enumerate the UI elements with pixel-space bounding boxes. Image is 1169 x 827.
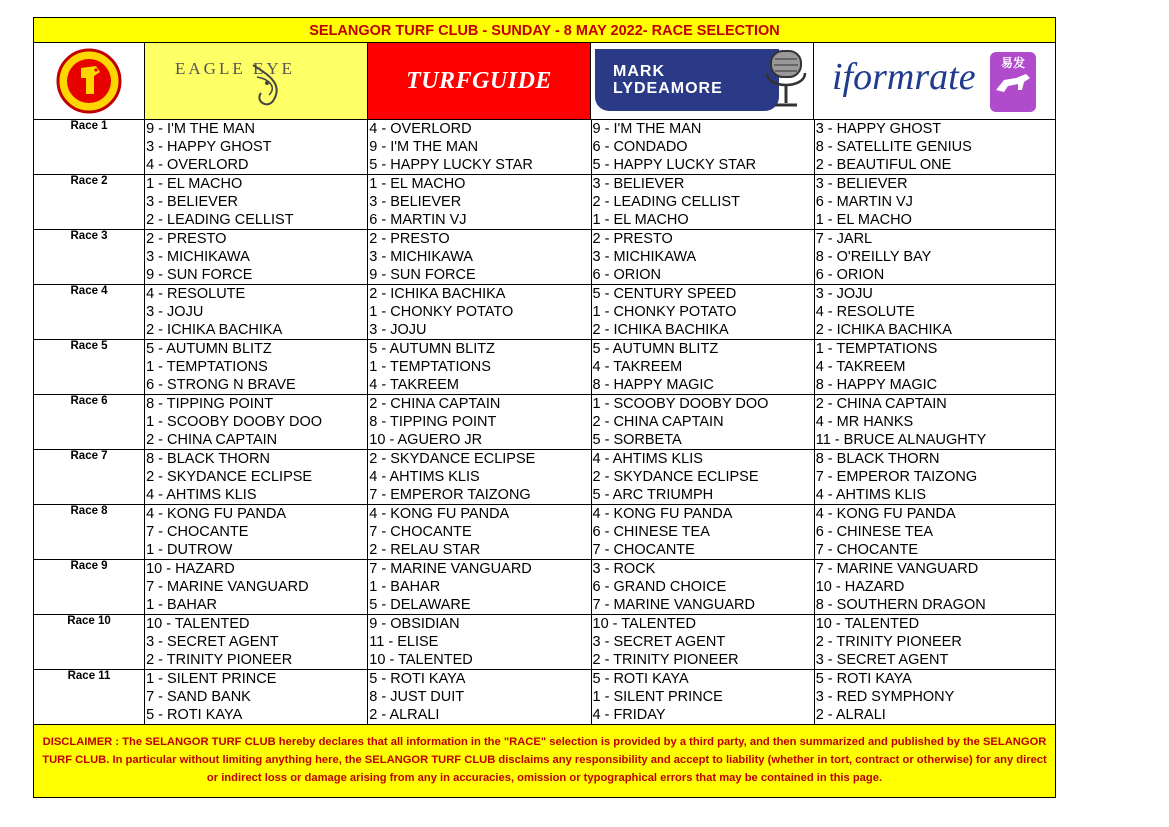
horse-pick: 7 - CHOCANTE bbox=[146, 524, 249, 540]
horse-pick: 4 - AHTIMS KLIS bbox=[369, 469, 480, 485]
tipster-picks-cell bbox=[814, 230, 1055, 285]
horse-pick: 9 - SUN FORCE bbox=[369, 267, 476, 283]
race-row bbox=[34, 285, 1056, 340]
horse-pick: 1 - EL MACHO bbox=[815, 212, 912, 228]
horse-pick: 2 - ICHIKA BACHIKA bbox=[146, 322, 283, 338]
horse-pick: 2 - SKYDANCE ECLIPSE bbox=[592, 469, 759, 485]
tipster-picks-cell bbox=[591, 615, 814, 670]
horse-pick: 3 - MICHIKAWA bbox=[592, 249, 697, 265]
horse-pick: 2 - TRINITY PIONEER bbox=[146, 652, 293, 668]
horse-pick: 9 - OBSIDIAN bbox=[369, 616, 460, 632]
horse-pick: 5 - AUTUMN BLITZ bbox=[146, 341, 272, 357]
mark-lydeamore-logo-text bbox=[613, 63, 723, 97]
race-label: Race 5 bbox=[34, 340, 145, 395]
horse-pick: 9 - I'M THE MAN bbox=[369, 139, 479, 155]
race-row bbox=[34, 450, 1056, 505]
horse-pick: 1 - TEMPTATIONS bbox=[146, 359, 268, 375]
horse-pick: 3 - SECRET AGENT bbox=[146, 634, 279, 650]
horse-pick: 7 - CHOCANTE bbox=[815, 542, 919, 558]
horse-pick: 11 - BRUCE ALNAUGHTY bbox=[815, 432, 987, 448]
horse-pick: 9 - I'M THE MAN bbox=[146, 121, 255, 137]
tipster-picks-cell bbox=[591, 230, 814, 285]
tipster-picks-cell bbox=[591, 340, 814, 395]
horse-pick: 2 - TRINITY PIONEER bbox=[592, 652, 739, 668]
tipster-logo-row bbox=[33, 43, 1056, 120]
horse-pick: 1 - EL MACHO bbox=[146, 176, 243, 192]
horse-pick: 8 - TIPPING POINT bbox=[146, 396, 274, 412]
horse-pick: 2 - SKYDANCE ECLIPSE bbox=[369, 451, 536, 467]
horse-pick: 6 - MARTIN VJ bbox=[369, 212, 467, 228]
eagle-eye-logo-text: EAGLE EYE bbox=[175, 59, 296, 78]
tipster-picks-cell bbox=[368, 120, 591, 175]
tipster-picks-cell bbox=[814, 120, 1055, 175]
horse-pick: 3 - MICHIKAWA bbox=[369, 249, 473, 265]
horse-pick: 5 - ARC TRIUMPH bbox=[592, 487, 714, 503]
horse-pick: 8 - HAPPY MAGIC bbox=[815, 377, 938, 393]
tipster-picks-cell bbox=[368, 175, 591, 230]
horse-pick: 9 - SUN FORCE bbox=[146, 267, 253, 283]
tipster-picks-cell bbox=[591, 560, 814, 615]
horse-pick: 5 - HAPPY LUCKY STAR bbox=[369, 157, 533, 173]
tipster-picks-cell bbox=[591, 285, 814, 340]
tipster-picks-cell bbox=[368, 340, 591, 395]
horse-pick: 2 - BEAUTIFUL ONE bbox=[815, 157, 952, 173]
horse-pick: 11 - ELISE bbox=[369, 634, 439, 650]
tipster-picks-cell bbox=[814, 615, 1055, 670]
horse-pick: 3 - MICHIKAWA bbox=[146, 249, 250, 265]
horse-pick: 10 - TALENTED bbox=[369, 652, 473, 668]
tipster-picks-cell bbox=[591, 670, 814, 725]
horse-pick: 2 - TRINITY PIONEER bbox=[815, 634, 962, 650]
horse-pick: 10 - TALENTED bbox=[592, 616, 696, 632]
selangor-turf-club-logo-icon bbox=[56, 48, 122, 114]
horse-pick: 3 - JOJU bbox=[369, 322, 427, 338]
tipster-picks-cell bbox=[591, 175, 814, 230]
race-row bbox=[34, 120, 1056, 175]
horse-pick: 2 - LEADING CELLIST bbox=[146, 212, 294, 228]
microphone-icon bbox=[761, 45, 811, 115]
race-row bbox=[34, 560, 1056, 615]
horse-pick: 9 - I'M THE MAN bbox=[592, 121, 702, 137]
horse-pick: 1 - DUTROW bbox=[146, 542, 233, 558]
horse-pick: 7 - MARINE VANGUARD bbox=[815, 561, 979, 577]
horse-pick: 5 - AUTUMN BLITZ bbox=[369, 341, 495, 357]
mark-first-name: MARK bbox=[613, 63, 665, 80]
horse-pick: 1 - SILENT PRINCE bbox=[592, 689, 723, 705]
tipster-picks-cell bbox=[145, 505, 368, 560]
horse-pick: 3 - BELIEVER bbox=[369, 194, 462, 210]
tipster-picks-cell bbox=[368, 395, 591, 450]
horse-pick: 7 - CHOCANTE bbox=[592, 542, 695, 558]
horse-jockey-icon bbox=[990, 68, 1036, 98]
tipster-picks-cell bbox=[591, 120, 814, 175]
disclaimer-text: DISCLAIMER : The SELANGOR TURF CLUB hereby declares that all information in the "RACE" selection is provided by a third party, and then summarized and published by the SELANGOR TURF CLUB. In particular without limiting anything here, the SELANGOR TURF CLUB disclaims any responsibility and accept to liability (whether in tort, contract or otherwise) for any direct or indirect loss or damage arising from any in accuracies, omission or typographical errors that may be contained in this page. bbox=[33, 725, 1056, 798]
horse-pick: 2 - RELAU STAR bbox=[369, 542, 481, 558]
horse-pick: 8 - BLACK THORN bbox=[815, 451, 940, 467]
horse-pick: 4 - OVERLORD bbox=[146, 157, 249, 173]
horse-pick: 3 - HAPPY GHOST bbox=[146, 139, 272, 155]
horse-pick: 1 - CHONKY POTATO bbox=[592, 304, 737, 320]
mark-last-name: LYDEAMORE bbox=[613, 80, 723, 97]
horse-pick: 2 - ALRALI bbox=[369, 707, 440, 723]
horse-pick: 4 - FRIDAY bbox=[592, 707, 666, 723]
horse-pick: 4 - KONG FU PANDA bbox=[592, 506, 733, 522]
horse-pick: 2 - PRESTO bbox=[146, 231, 227, 247]
horse-pick: 4 - TAKREEM bbox=[369, 377, 460, 393]
race-label: Race 2 bbox=[34, 175, 145, 230]
horse-pick: 8 - O'REILLY BAY bbox=[815, 249, 932, 265]
horse-pick: 6 - STRONG N BRAVE bbox=[146, 377, 296, 393]
race-row bbox=[34, 395, 1056, 450]
horse-pick: 3 - BELIEVER bbox=[146, 194, 238, 210]
horse-pick: 4 - KONG FU PANDA bbox=[369, 506, 510, 522]
horse-pick: 6 - ORION bbox=[592, 267, 661, 283]
tipster-picks-cell bbox=[814, 505, 1055, 560]
horse-pick: 3 - HAPPY GHOST bbox=[815, 121, 942, 137]
tipster-picks-cell bbox=[814, 285, 1055, 340]
race-label: Race 4 bbox=[34, 285, 145, 340]
race-label: Race 8 bbox=[34, 505, 145, 560]
mark-lydeamore-logo-cell bbox=[591, 43, 814, 119]
tipster-picks-cell bbox=[814, 395, 1055, 450]
horse-pick: 3 - BELIEVER bbox=[592, 176, 685, 192]
horse-pick: 6 - ORION bbox=[815, 267, 885, 283]
horse-pick: 1 - CHONKY POTATO bbox=[369, 304, 514, 320]
horse-pick: 6 - CHINESE TEA bbox=[592, 524, 710, 540]
horse-pick: 7 - MARINE VANGUARD bbox=[369, 561, 532, 577]
tipster-picks-cell bbox=[368, 230, 591, 285]
horse-pick: 7 - SAND BANK bbox=[146, 689, 251, 705]
horse-pick: 8 - SOUTHERN DRAGON bbox=[815, 597, 986, 613]
horse-pick: 1 - SILENT PRINCE bbox=[146, 671, 277, 687]
race-row bbox=[34, 615, 1056, 670]
horse-pick: 10 - AGUERO JR bbox=[369, 432, 483, 448]
horse-pick: 1 - TEMPTATIONS bbox=[369, 359, 491, 375]
turfguide-logo-cell bbox=[368, 43, 591, 119]
tipster-picks-cell bbox=[368, 670, 591, 725]
horse-pick: 4 - OVERLORD bbox=[369, 121, 472, 137]
horse-pick: 2 - PRESTO bbox=[592, 231, 673, 247]
horse-pick: 10 - HAZARD bbox=[815, 579, 905, 595]
horse-pick: 1 - SCOOBY DOOBY DOO bbox=[592, 396, 769, 412]
tipster-picks-cell bbox=[145, 175, 368, 230]
race-label: Race 6 bbox=[34, 395, 145, 450]
race-row bbox=[34, 230, 1056, 285]
tipster-picks-cell bbox=[814, 560, 1055, 615]
horse-pick: 2 - CHINA CAPTAIN bbox=[815, 396, 947, 412]
race-row bbox=[34, 670, 1056, 725]
horse-pick: 4 - AHTIMS KLIS bbox=[146, 487, 257, 503]
horse-pick: 3 - ROCK bbox=[592, 561, 656, 577]
tipster-picks-cell bbox=[145, 670, 368, 725]
tipster-picks-cell bbox=[368, 560, 591, 615]
tipster-picks-cell bbox=[814, 450, 1055, 505]
horse-pick: 4 - AHTIMS KLIS bbox=[815, 487, 927, 503]
horse-pick: 2 - ICHIKA BACHIKA bbox=[815, 322, 952, 338]
horse-pick: 4 - TAKREEM bbox=[592, 359, 683, 375]
horse-pick: 5 - AUTUMN BLITZ bbox=[592, 341, 719, 357]
race-selection-sheet bbox=[33, 17, 1056, 798]
race-label: Race 9 bbox=[34, 560, 145, 615]
horse-pick: 5 - DELAWARE bbox=[369, 597, 471, 613]
tipster-picks-cell bbox=[145, 285, 368, 340]
tipster-picks-cell bbox=[368, 450, 591, 505]
horse-pick: 5 - ROTI KAYA bbox=[815, 671, 912, 687]
horse-pick: 2 - SKYDANCE ECLIPSE bbox=[146, 469, 313, 485]
horse-pick: 5 - ROTI KAYA bbox=[146, 707, 243, 723]
horse-pick: 4 - RESOLUTE bbox=[815, 304, 915, 320]
tipster-picks-cell bbox=[368, 505, 591, 560]
race-selection-table bbox=[33, 120, 1056, 725]
horse-pick: 10 - TALENTED bbox=[815, 616, 920, 632]
tipster-picks-cell bbox=[368, 615, 591, 670]
race-row bbox=[34, 340, 1056, 395]
horse-pick: 4 - MR HANKS bbox=[815, 414, 914, 430]
horse-pick: 5 - SORBETA bbox=[592, 432, 682, 448]
horse-pick: 4 - RESOLUTE bbox=[146, 286, 246, 302]
horse-pick: 1 - TEMPTATIONS bbox=[815, 341, 938, 357]
tipster-picks-cell bbox=[591, 395, 814, 450]
horse-pick: 2 - ICHIKA BACHIKA bbox=[592, 322, 729, 338]
horse-pick: 1 - EL MACHO bbox=[369, 176, 466, 192]
horse-pick: 7 - EMPEROR TAIZONG bbox=[369, 487, 531, 503]
tipster-picks-cell bbox=[145, 340, 368, 395]
horse-pick: 3 - BELIEVER bbox=[815, 176, 908, 192]
race-row bbox=[34, 175, 1056, 230]
horse-pick: 6 - CHINESE TEA bbox=[815, 524, 934, 540]
horse-pick: 6 - GRAND CHOICE bbox=[592, 579, 727, 595]
horse-pick: 7 - CHOCANTE bbox=[369, 524, 472, 540]
tipster-picks-cell bbox=[145, 615, 368, 670]
horse-pick: 1 - BAHAR bbox=[146, 597, 218, 613]
eagle-eye-logo-icon bbox=[145, 43, 368, 119]
horse-pick: 4 - KONG FU PANDA bbox=[815, 506, 956, 522]
race-label: Race 3 bbox=[34, 230, 145, 285]
horse-pick: 7 - MARINE VANGUARD bbox=[146, 579, 309, 595]
win28-label: WIN28 bbox=[996, 98, 1030, 110]
horse-pick: 7 - JARL bbox=[815, 231, 873, 247]
tipster-picks-cell bbox=[145, 120, 368, 175]
horse-pick: 8 - SATELLITE GENIUS bbox=[815, 139, 972, 155]
horse-pick: 7 - EMPEROR TAIZONG bbox=[815, 469, 978, 485]
tipster-picks-cell bbox=[368, 285, 591, 340]
horse-pick: 3 - JOJU bbox=[815, 286, 873, 302]
race-row bbox=[34, 505, 1056, 560]
page-title: SELANGOR TURF CLUB - SUNDAY - 8 MAY 2022- RACE SELECTION bbox=[33, 17, 1056, 43]
eagle-eye-logo-cell bbox=[145, 43, 368, 119]
tipster-picks-cell bbox=[145, 560, 368, 615]
horse-pick: 2 - CHINA CAPTAIN bbox=[369, 396, 501, 412]
horse-pick: 5 - CENTURY SPEED bbox=[592, 286, 737, 302]
horse-pick: 2 - ICHIKA BACHIKA bbox=[369, 286, 506, 302]
horse-pick: 4 - TAKREEM bbox=[815, 359, 906, 375]
horse-pick: 3 - JOJU bbox=[146, 304, 204, 320]
horse-pick: 3 - SECRET AGENT bbox=[592, 634, 726, 650]
horse-pick: 3 - SECRET AGENT bbox=[815, 652, 949, 668]
horse-pick: 8 - HAPPY MAGIC bbox=[592, 377, 714, 393]
tipster-picks-cell bbox=[814, 670, 1055, 725]
horse-pick: 1 - BAHAR bbox=[369, 579, 441, 595]
horse-pick: 2 - PRESTO bbox=[369, 231, 450, 247]
horse-pick: 8 - TIPPING POINT bbox=[369, 414, 497, 430]
horse-pick: 2 - CHINA CAPTAIN bbox=[146, 432, 278, 448]
horse-pick: 8 - JUST DUIT bbox=[369, 689, 465, 705]
horse-pick: 4 - KONG FU PANDA bbox=[146, 506, 287, 522]
iformrate-logo-cell bbox=[814, 43, 1055, 119]
horse-pick: 5 - HAPPY LUCKY STAR bbox=[592, 157, 757, 173]
horse-pick: 2 - LEADING CELLIST bbox=[592, 194, 740, 210]
horse-pick: 2 - ALRALI bbox=[815, 707, 886, 723]
turfguide-logo-text: TURFGUIDE bbox=[406, 67, 552, 94]
tipster-picks-cell bbox=[145, 395, 368, 450]
horse-pick: 7 - MARINE VANGUARD bbox=[592, 597, 755, 613]
horse-pick: 6 - MARTIN VJ bbox=[815, 194, 913, 210]
tipster-picks-cell bbox=[145, 230, 368, 285]
tipster-picks-cell bbox=[591, 505, 814, 560]
win28-badge-chinese-text: 易发 bbox=[1000, 56, 1025, 70]
tipster-picks-cell bbox=[591, 450, 814, 505]
horse-pick: 2 - CHINA CAPTAIN bbox=[592, 414, 724, 430]
race-label: Race 10 bbox=[34, 615, 145, 670]
race-label: Race 11 bbox=[34, 670, 145, 725]
horse-pick: 8 - BLACK THORN bbox=[146, 451, 270, 467]
horse-pick: 10 - TALENTED bbox=[146, 616, 250, 632]
tipster-picks-cell bbox=[145, 450, 368, 505]
tipster-picks-cell bbox=[814, 175, 1055, 230]
horse-pick: 1 - EL MACHO bbox=[592, 212, 689, 228]
iformrate-logo-text: iformrate bbox=[832, 56, 976, 98]
horse-pick: 5 - ROTI KAYA bbox=[369, 671, 466, 687]
horse-pick: 1 - SCOOBY DOOBY DOO bbox=[146, 414, 323, 430]
horse-pick: 4 - AHTIMS KLIS bbox=[592, 451, 703, 467]
horse-pick: 3 - RED SYMPHONY bbox=[815, 689, 955, 705]
tipster-picks-cell bbox=[814, 340, 1055, 395]
club-logo-cell bbox=[34, 43, 145, 119]
horse-pick: 5 - ROTI KAYA bbox=[592, 671, 689, 687]
race-label: Race 7 bbox=[34, 450, 145, 505]
race-label: Race 1 bbox=[34, 120, 145, 175]
horse-pick: 6 - CONDADO bbox=[592, 139, 688, 155]
horse-pick: 10 - HAZARD bbox=[146, 561, 235, 577]
